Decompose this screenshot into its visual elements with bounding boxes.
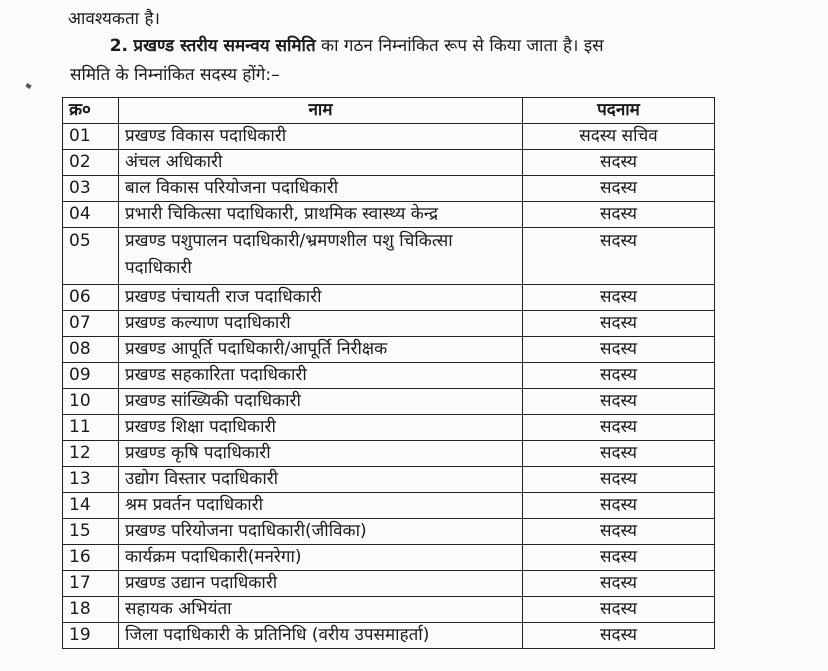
paragraph-line2: समिति के निम्नांकित सदस्य होंगे:– bbox=[70, 65, 280, 85]
cell-name: जिला पदाधिकारी के प्रतिनिधि (वरीय उपसमाहर्ता) bbox=[119, 623, 523, 649]
table-header-row bbox=[63, 98, 715, 124]
cell-designation: सदस्य bbox=[523, 571, 715, 597]
cell-serial: 19 bbox=[63, 623, 119, 649]
cell-serial: 09 bbox=[63, 363, 119, 389]
table-row bbox=[63, 363, 715, 389]
table-row bbox=[63, 285, 715, 311]
cell-name: अंचल अधिकारी bbox=[119, 150, 523, 176]
cell-name: प्रखण्ड परियोजना पदाधिकारी(जीविका) bbox=[119, 519, 523, 545]
cell-serial: 01 bbox=[63, 124, 119, 150]
cell-serial: 03 bbox=[63, 176, 119, 202]
committee-members-table bbox=[62, 97, 715, 649]
cell-serial: 02 bbox=[63, 150, 119, 176]
cell-serial: 18 bbox=[63, 597, 119, 623]
table-row bbox=[63, 202, 715, 228]
cell-designation: सदस्य bbox=[523, 228, 715, 285]
cell-name: सहायक अभियंता bbox=[119, 597, 523, 623]
cell-designation: सदस्य bbox=[523, 176, 715, 202]
table-row bbox=[63, 571, 715, 597]
cell-designation: सदस्य bbox=[523, 623, 715, 649]
cell-name: प्रखण्ड कल्याण पदाधिकारी bbox=[119, 311, 523, 337]
header-serial: क्र० bbox=[63, 98, 119, 124]
cell-designation: सदस्य bbox=[523, 467, 715, 493]
cell-name: प्रखण्ड सहकारिता पदाधिकारी bbox=[119, 363, 523, 389]
cell-serial: 10 bbox=[63, 389, 119, 415]
table-row bbox=[63, 597, 715, 623]
cell-serial: 08 bbox=[63, 337, 119, 363]
section-heading: प्रखण्ड स्तरीय समन्वय समिति bbox=[133, 36, 316, 56]
cell-serial: 14 bbox=[63, 493, 119, 519]
cell-serial: 04 bbox=[63, 202, 119, 228]
cell-serial: 11 bbox=[63, 415, 119, 441]
cell-serial: 12 bbox=[63, 441, 119, 467]
cell-designation: सदस्य bbox=[523, 597, 715, 623]
table-row bbox=[63, 441, 715, 467]
table-row bbox=[63, 337, 715, 363]
scan-mark bbox=[25, 83, 31, 89]
cell-designation: सदस्य bbox=[523, 150, 715, 176]
cell-name: श्रम प्रवर्तन पदाधिकारी bbox=[119, 493, 523, 519]
table-row bbox=[63, 519, 715, 545]
cell-name: प्रखण्ड विकास पदाधिकारी bbox=[119, 124, 523, 150]
cell-name: बाल विकास परियोजना पदाधिकारी bbox=[119, 176, 523, 202]
cell-name: प्रखण्ड पंचायती राज पदाधिकारी bbox=[119, 285, 523, 311]
cell-designation: सदस्य bbox=[523, 363, 715, 389]
table-row bbox=[63, 545, 715, 571]
section-number: 2. bbox=[109, 36, 128, 56]
cell-name: प्रखण्ड आपूर्ति पदाधिकारी/आपूर्ति निरीक्षक bbox=[119, 337, 523, 363]
cell-designation: सदस्य bbox=[523, 493, 715, 519]
table-row bbox=[63, 389, 715, 415]
cell-name: प्रखण्ड कृषि पदाधिकारी bbox=[119, 441, 523, 467]
table-row bbox=[63, 467, 715, 493]
cell-serial: 05 bbox=[63, 228, 119, 285]
cell-serial: 07 bbox=[63, 311, 119, 337]
table-row bbox=[63, 150, 715, 176]
cell-name: प्रभारी चिकित्सा पदाधिकारी, प्राथमिक स्वास्थ्य केन्द्र bbox=[119, 202, 523, 228]
section-paragraph bbox=[70, 32, 810, 90]
cell-name: प्रखण्ड उद्यान पदाधिकारी bbox=[119, 571, 523, 597]
cell-designation: सदस्य bbox=[523, 545, 715, 571]
table-row bbox=[63, 311, 715, 337]
cell-designation: सदस्य bbox=[523, 202, 715, 228]
cell-designation: सदस्य bbox=[523, 415, 715, 441]
cell-name: प्रखण्ड शिक्षा पदाधिकारी bbox=[119, 415, 523, 441]
cell-serial: 15 bbox=[63, 519, 119, 545]
table-row bbox=[63, 228, 715, 285]
header-name: नाम bbox=[119, 98, 523, 124]
previous-page-text: आवश्यकता है। bbox=[68, 9, 160, 29]
cell-name: कार्यक्रम पदाधिकारी(मनरेगा) bbox=[119, 545, 523, 571]
cell-serial: 13 bbox=[63, 467, 119, 493]
table-row bbox=[63, 124, 715, 150]
table-row bbox=[63, 623, 715, 649]
cell-designation: सदस्य bbox=[523, 311, 715, 337]
cell-name: प्रखण्ड पशुपालन पदाधिकारी/भ्रमणशील पशु चिकित्सा पदाधिकारी bbox=[119, 228, 523, 285]
table-row bbox=[63, 176, 715, 202]
cell-designation: सदस्य bbox=[523, 519, 715, 545]
cell-serial: 17 bbox=[63, 571, 119, 597]
cell-designation: सदस्य bbox=[523, 389, 715, 415]
cell-designation: सदस्य bbox=[523, 285, 715, 311]
cell-name: उद्योग विस्तार पदाधिकारी bbox=[119, 467, 523, 493]
table-row bbox=[63, 493, 715, 519]
cell-designation: सदस्य bbox=[523, 441, 715, 467]
cell-designation: सदस्य सचिव bbox=[523, 124, 715, 150]
table-row bbox=[63, 415, 715, 441]
paragraph-line1-rest: का गठन निम्नांकित रूप से किया जाता है। इस bbox=[315, 36, 604, 56]
cell-serial: 06 bbox=[63, 285, 119, 311]
header-designation: पदनाम bbox=[523, 98, 715, 124]
cell-name: प्रखण्ड सांख्यिकी पदाधिकारी bbox=[119, 389, 523, 415]
cell-serial: 16 bbox=[63, 545, 119, 571]
cell-designation: सदस्य bbox=[523, 337, 715, 363]
